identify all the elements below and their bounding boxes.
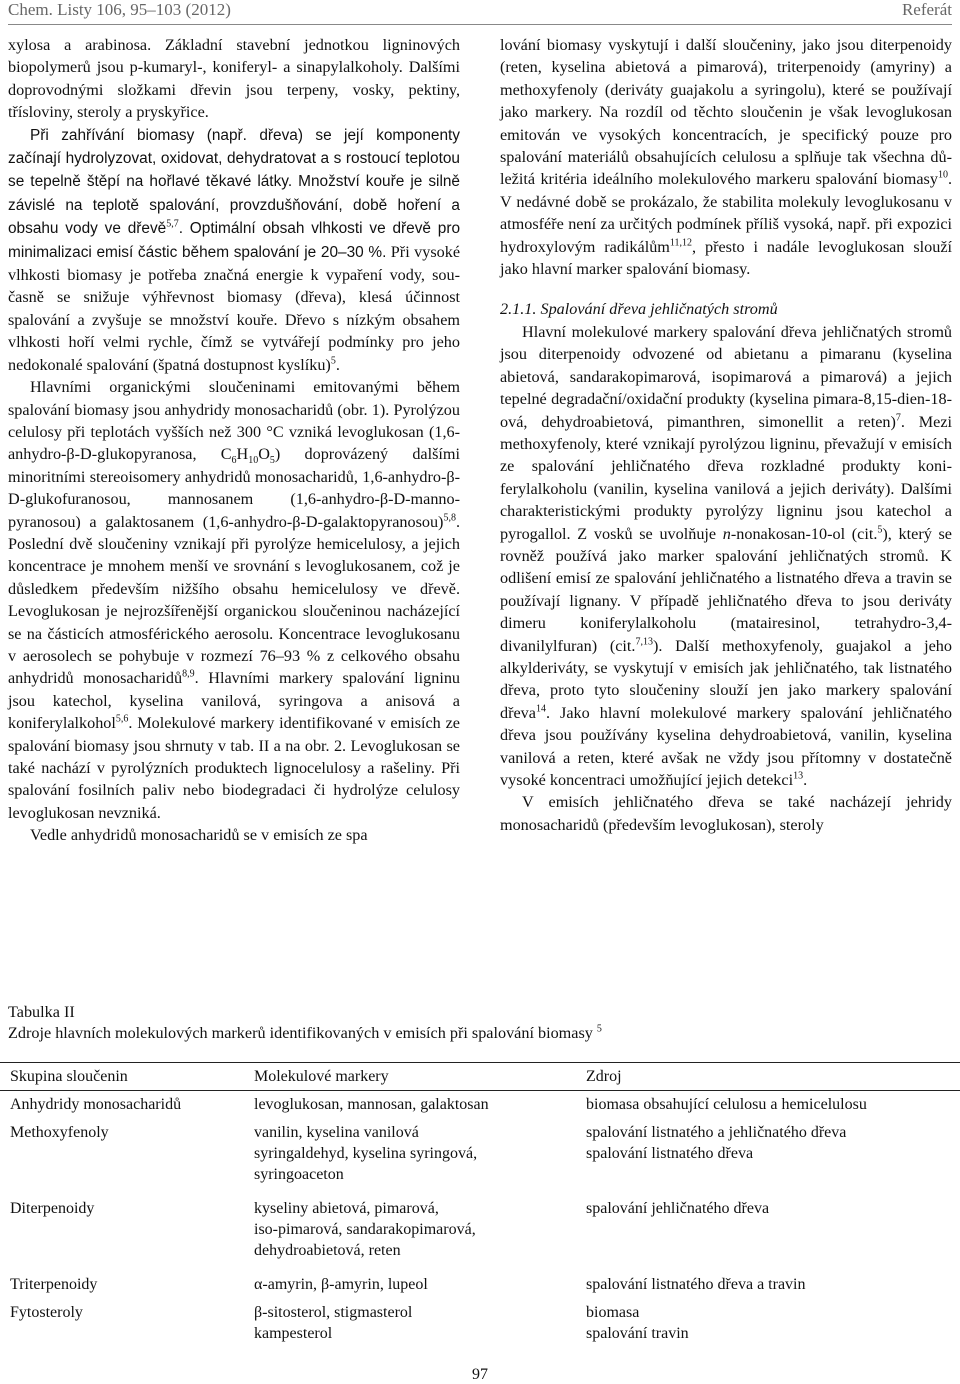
citation-ref: 13 <box>793 770 804 782</box>
table-caption <box>8 1002 948 1044</box>
paragraph: Při zahřívání biomasy (např. dřeva) se její komponenty začínají hydrolyzovat, oxidovat, dehydratovat a s rostoucí teplotou se tepelně štěpí na hořlavé těkavé látky. Množství kouře je silně závislé na teplotě spalování, provzdušňování, době hoření a obsahu vody ve dřevě$^{5,7}$. Optimální obsah vlhkosti ve dřevě pro minimalizaci emisí částic během spalování je 20–30 %. Při vysoké vlhkosti biomasy je potřeba značná energie k vypaření vody, současně se snižuje výhřevnost biomasy (dřeva), klesá účinnost spalování a zvyšuje se množství kouře. Dřevo s nízkým obsahem vlhkosti hoří velmi rychle, čímž se vytvářejí podmínky pro jeho nedokonalé spalování (špatná dostupnost kyslíku)$^5$. <box>8 126 461 374</box>
source-line: biomasa <box>586 1304 640 1321</box>
citation-ref: 7 <box>895 412 901 424</box>
paragraph: xylosa a arabinosa. Základní stavební jednotkou ligninových biopolymerů jsou p-kumaryl-, koniferyl- a sinapylalkoholy. Dalšími doprovodnými složkami dřevin jsou terpeny, vosky, pektiny, třísloviny, steroly a pryskyřice. <box>8 36 460 122</box>
paragraph: V emisích jehličnatého dřeva se také nacházejí jehridy monosacharidů (především levoglukosan), steroly <box>500 793 952 834</box>
citation-ref: 5,8 <box>443 512 456 524</box>
table-label: Tabulka II <box>8 1003 75 1021</box>
paragraph: Vedle anhydridů monosacharidů se v emisích ze spa <box>30 826 368 845</box>
cell-group: Fytosteroly <box>10 1304 83 1321</box>
marker-line: dehydroabietová, reten <box>254 1242 401 1259</box>
cell-group: Methoxyfenoly <box>10 1124 109 1141</box>
source-line: spalování jehličnatého dřeva <box>586 1200 770 1217</box>
cell-source <box>586 1094 867 1115</box>
table-rule-top <box>0 1062 960 1063</box>
cell-source <box>586 1122 846 1164</box>
citation-ref: 11,12 <box>669 237 693 249</box>
running-header <box>8 0 952 25</box>
journal-citation: Chem. Listy 106, 95–103 (2012) <box>8 0 231 19</box>
marker-line: kampesterol <box>254 1325 333 1342</box>
source-line: biomasa obsahující celulosu a hemicelulosu <box>586 1096 867 1113</box>
citation-ref: 10 <box>937 170 948 182</box>
table-rule-header <box>0 1090 960 1091</box>
left-column <box>8 34 460 847</box>
cell-markers <box>254 1198 476 1261</box>
citation-ref: 5 <box>596 1023 602 1035</box>
column-header-source: Zdroj <box>586 1068 622 1085</box>
citation-ref: 5,6 <box>115 713 129 725</box>
citation-ref: 14 <box>535 703 546 715</box>
paragraph: lování biomasy vyskytují i další sloučeniny, jako jsou diterpenoidy (reten, kyselina abietová a pimarová), triterpenoidy (amyriny) a methoxyfenoly (deriváty guajakolu a syringolu), které se používají jako markery. Na rozdíl od těchto sloučenin je však levoglukosan emitován ve vysokých koncentracích, je specifický pouze pro spalování materiálů obsahujících celulosu a splňuje tak všechna důležitá kritéria ideálního molekulového markeru spalování biomasy$^{10}$. V nedávné době se prokázalo, že stabilita molekuly levoglukosanu v atmosféře není za určitých podmínek příliš vysoká, např. při expozici hydroxylovým radikálům$^{11,12}$, přesto i nadále levoglukosan slouží jako hlavní marker spalování biomasy. <box>500 36 952 279</box>
cell-group: Anhydridy monosacharidů <box>10 1096 182 1113</box>
marker-line: levoglukosan, mannosan, galaktosan <box>254 1096 489 1113</box>
cell-source <box>586 1274 805 1295</box>
citation-ref: 7,13 <box>635 636 653 648</box>
citation-ref: 5 <box>877 524 883 536</box>
column-header-markers: Molekulové markery <box>254 1068 389 1085</box>
cell-group: Diterpenoidy <box>10 1200 95 1217</box>
source-line: spalování travin <box>586 1325 689 1342</box>
marker-line: syringaldehyd, kyselina syringová, <box>254 1145 478 1162</box>
marker-line: kyseliny abietová, pimarová, <box>254 1200 439 1217</box>
marker-line: iso-pimarová, sandarakopimarová, <box>254 1221 476 1238</box>
source-line: spalování listnatého a jehličnatého dřeva <box>586 1124 847 1141</box>
source-line: spalování listnatého dřeva a travin <box>586 1276 806 1293</box>
right-column <box>500 34 952 836</box>
paragraph: Hlavní molekulové markery spalování dřeva jehličnatých stromů jsou diterpenoidy odvozené od abietanu a pimaranu (kyselina abietová, sandarakopimarová, isopimarová a pimarová) a jejich tepelné degradační/oxidační produkty (kyselina pimara-8,15-dien-18-ová, dehydroabietová, pimanthren, simonellit a reten)$^7$. Mezi methoxyfenoly, které vznikají pyrolýzou ligninu, převažují v emisích ze spalování jehličnatého dřeva rozkladné produkty koniferylalkoholu (vanilin, kyselina vanilová a jejich deriváty). Dalšími charakteristickými produkty pyrolýzy ligninu jsou katechol a pyrogallol. Z vosků se uvolňuje n-nonakosan-10-ol (cit.$^5$), který se rovněž používá jako marker spalování jehličnatých stromů. K odlišení emisí ze spalování jehličnatého a listnatého dřeva a travin se používají lignany. V případě jehličnatého dřeva to jsou deriváty dimeru koniferylalkoholu (matairesinol, tetrahydro-3,4-divanilylfuran) (cit.$^{7,13}$). Další methoxyfenoly, guajakol a jeho alkylderiváty, se vyskytují v emisích jak jehličnatého, tak listnatého dřeva, proto tyto sloučeniny slouží jen jako markery spalování dřeva$^{14}$. Jako hlavní molekulové markery spalování jehličnatého dřeva jsou používány kyselina dehydroabietová, vanilin, kyselina vanilová a reten, které avšak ne vždy jsou přítomny v dostatečně vysoké koncentraci umožňující jejich detekci$^{13}$. <box>500 322 952 789</box>
citation-ref: 5,7 <box>166 218 179 230</box>
column-header-group: Skupina sloučenin <box>10 1068 128 1085</box>
page-number: 97 <box>472 1366 488 1383</box>
cell-markers <box>254 1274 428 1295</box>
cell-markers <box>254 1094 489 1115</box>
section-subheading: 2.1.1. Spalování dřeva jehličnatých stromů <box>500 300 778 319</box>
cell-source <box>586 1198 769 1219</box>
citation-ref: 8,9 <box>182 668 195 680</box>
marker-line: syringoaceton <box>254 1166 344 1183</box>
citation-ref: 5 <box>330 355 336 367</box>
paragraph: Hlavními organickými sloučeninami emitovanými během spalování biomasy jsou anhydridy monosacharidů (obr. 1). Pyrolýzou celulosy při teplotách vyšších než 300 °C vzniká levoglukosan (1,6-anhydro-β-D-glukopyranosa, $C_6H_{10}O_5$) doprovázený dalšími minoritními stereoisomery anhydridů monosacharidů, 1,6-anhydro-β-D-glukofuranosou, mannosanem (1,6-anhydro-β-D-mannopyranosou) a galaktosanem (1,6-anhydro-β-D-galaktopyranosou)$^{5,8}$. Poslední dvě sloučeniny vznikají při pyrolýze hemicelulosy, a jejich koncentrace je mnohem menší ve srovnání s levoglukosanem, což je důsledkem především nižšího obsahu hemicelulosy ve dřevě. Levoglukosan je nejrozšířenější organickou sloučeninou nacházející se na částicích atmosférického aerosolu. Koncentrace levoglukosanu v aerosolech se pohybuje v rozmezí 76–93 % z celkového obsahu anhydridů monosacharidů$^{8,9}$. Hlavními markery spalování ligninu jsou katechol, kyselina vanilová, syringova a anisová a koniferylalkohol$^{5,6}$. Molekulové markery identifikované v emisích ze spalování biomasy jsou shrnuty v tab. II a na obr. 2. Levoglukosan se také nachází v pyrolýzních produktech lignocelulosy a rašeliny. Při spalování fosilních paliv nebo biodegradaci či hydrolýze celulosy levoglukosan nevzniká. <box>8 378 461 822</box>
section-label: Referát <box>901 0 952 19</box>
cell-markers <box>254 1302 412 1344</box>
cell-group: Triterpenoidy <box>10 1276 98 1293</box>
marker-line: β-sitosterol, stigmasterol <box>254 1304 413 1321</box>
cell-markers <box>254 1122 477 1185</box>
marker-line: α-amyrin, β-amyrin, lupeol <box>254 1276 428 1293</box>
table-title: Zdroje hlavních molekulových markerů identifikovaných v emisích při spalování biomasy $^5$ <box>8 1023 602 1042</box>
source-line: spalování listnatého dřeva <box>586 1145 754 1162</box>
cell-source <box>586 1302 689 1344</box>
marker-line: vanilin, kyselina vanilová <box>254 1124 419 1141</box>
